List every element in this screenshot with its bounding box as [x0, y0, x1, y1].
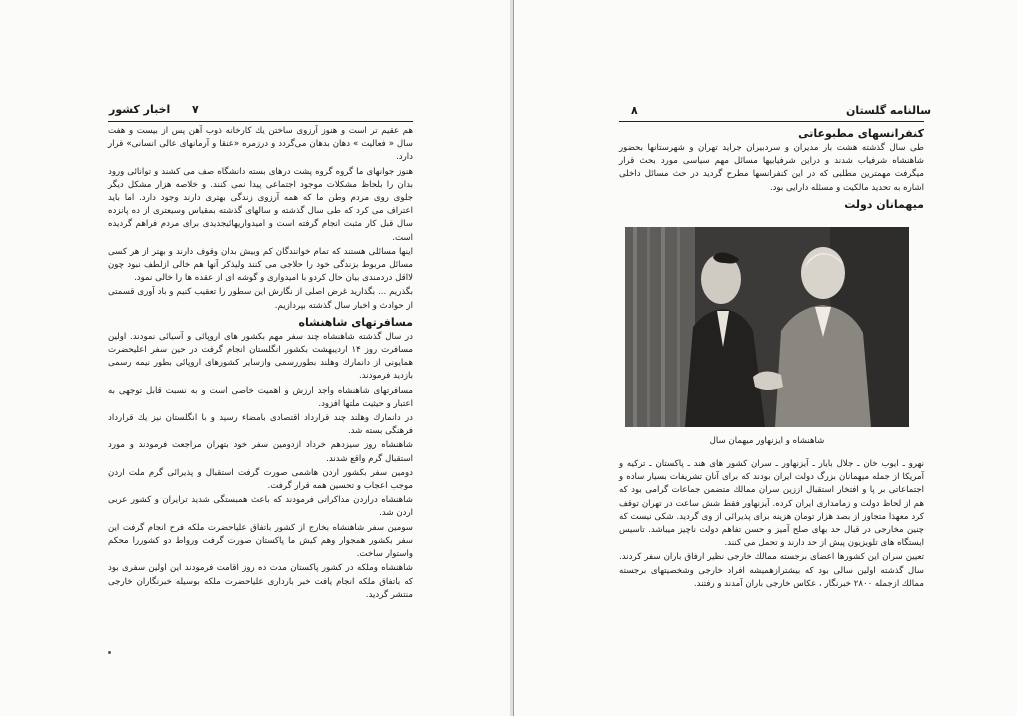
right-page: [513, 0, 1017, 716]
page-header-title: سالنامه گلستان: [846, 104, 932, 117]
paragraph: در سال گذشته شاهنشاه چند سفر مهم بكشور های اروپائی و آسیائی نمودند. اولین مسافرت روز ۱۴ اردیبهشت بكشور انگلستان انجام گرفت در حین سفر اعلیحضرت همایونی از دانمارك وهلند بطوررسمی وازسایر كشورهای اروپائی بطور نیمه رسمی بازدید فرمودند.: [108, 331, 413, 382]
paragraph: هنوز جوانهای ما گروه گروه پشت درهای بسته دانشگاه صف می كشند و توانائی ورود بدان را بلحاظ مشكلات موجود اجتماعی پیدا نمی كنند. و خلاصه هزار مشكل دیگر جلوی روی مردم وطن ما كه همه آرزوی زندگی بهتری دارند وجود دارد. اما باید اعتراف می كرد كه طی سال گذشته و سالهای گذشته بمقیاس وسیعتری از ده پانزده سال قبل كار مثبت انجام گرفته است و امیدواریهائیجدیدی برای مردم فراهم گردیده است.: [108, 166, 413, 243]
paragraph: شاهنشاه وملكه در كشور پاكستان مدت ده روز اقامت فرمودند این اولین سفری بود كه باتفاق ملكه انجام یافت خبر بارداری علیاحضرت ملكه بوسیله خبرنگاران خارجی منتشر گردید.: [108, 563, 413, 600]
header-rule: [619, 121, 924, 122]
right-text-column-bottom: [619, 458, 924, 592]
header-rule: [108, 121, 413, 122]
section-title: اخبار کشور: [109, 103, 171, 116]
paragraph: دومین سفر بكشور اردن هاشمی صورت گرفت استقبال و پذیرائی گرم ملت اردن موجب اعجاب و تحسین همه قرار گرفت.: [108, 467, 413, 492]
left-text-column: [108, 125, 413, 603]
paragraph: اینها مسائلی هستند كه تمام خوانندگان كم وبیش بدان وقوف دارند و بهتر از هر كسی مسائل مربوط بزندگی خود را حلاجی می كنند ولیذكر آنها هم خالی ازلطف نبود چون لااقل دردمندی بیان حال كردو با امیدواری و گوشه ای از عقده ها را خالی نمود.: [108, 246, 413, 284]
paragraph: سومین سفر شاهنشاه بخارج از كشور باتفاق علیاحضرت ملكه فرح انجام گرفت این سفر بكشور همجوار وهم كیش ما پاكستان صورت گرفت ورواط دو كشوررا محكم واستوار ساخت.: [108, 522, 413, 560]
right-text-column-top: [619, 124, 924, 213]
section-heading: میهمانان دولت: [844, 197, 924, 211]
paragraph: شاهنشاه دراردن مداكراتی فرمودند كه باعث همبستگی شدید ترایران و كشور عربی اردن شد.: [108, 495, 413, 519]
page-number: ۷: [192, 103, 199, 116]
photo-handshake: [625, 227, 909, 427]
paragraph: تعیین سران این كشورها اعضای برجسته ممالك خارجی نظیر ارفاق باران سفر كردند. سال گذشته اولین سالی بود كه بیشترازهمیشه افراد خارجی وشخصیتهای برجسته ممالك ازجمله ۲۸۰۰ خبرنگار ، عكاس خارجی باران آمدند و رفتند.: [619, 552, 924, 589]
paragraph: نهرو ـ ایوب خان ـ جلال بایار ـ آیزنهاور ـ سران كشور های هند ـ پاكستان ـ تركیه و آمریكا از جمله میهمانان بزرگ دولت ایران بودند كه برای آنان تشریفات بسیار ساده و اجتماعاتی بر پا و افتخار استقبال اززین سران ممالك متضمن جماعات گرامی بود كه هم از لحاظ دولت و زمامداری ایران كرده. آیزنهاور فقط شش ساعت در تهران توقف كرد معهذا متجاوز از بصد هزار تومان هزینه برای پذیرائی از وی گردید. شكی نیست كه چنین مخارجی در قبال حد بهای صلح آمیز و حسن تفاهم دولت ناچیز میباشد. تاسیس ایستگاه های تلویزیون پیش از حد دارند و تحمل می كنند.: [619, 459, 924, 549]
photo-caption: شاهنشاه و ایزنهاور میهمان سال: [709, 436, 825, 446]
section-heading: مسافرتهای شاهنشاه: [298, 315, 413, 329]
paragraph: شاهنشاه روز سیزدهم خرداد ازدومین سفر خود بتهران مراجعت فرمودند و مورد استقبال گرم واقع شدند.: [108, 440, 413, 464]
page-number: ۸: [631, 104, 638, 117]
paragraph: در دانمارك وهلند چند قرارداد اقتصادی بامضاء رسید و با انگلستان نیز یك قرارداد فرهنگی بسته شد.: [108, 413, 413, 437]
paragraph: مسافرتهای شاهنشاه واجد ارزش و اهمیت خاصی است و به نسبت قابل توجهی به اعتبار و حیثیت ملتها افزود.: [108, 385, 413, 409]
paragraph: هم عقیم تر است و هنوز آرزوی ساختن یك كارخانه ذوب آهن پس از بیست و هفت سال « فعالیت » دهان بدهان می‌گردد و درزمره «عنقا و آرمانهای عالی انسانی» قرار دارد.: [108, 126, 413, 163]
section-heading: كنفرانسهای مطبوعاتی: [798, 127, 924, 140]
paragraph: طی سال گذشته هشت بار مدیران و سردبیران جراید تهران و شهرستانها بحضور شاهنشاه شرفیاب شدند و دراین شرفیابیها مسائل مهم سیاسی مورد بحث قرار میگرفت مهمترین مطلبی كه در این كنفرانسها مطرح گردید در حث مسائل داخلی اشاره به تحدید مالكیت و مسئله دارایی بود.: [619, 143, 924, 193]
print-speck: [108, 651, 111, 654]
paragraph: بگذریم ... بگذارید غرض اصلی از نگارش این سطور را تعقیب كنیم و باد آوری قسمتی از حوادث و اخبار سال گذشته بپردازیم.: [108, 287, 413, 311]
